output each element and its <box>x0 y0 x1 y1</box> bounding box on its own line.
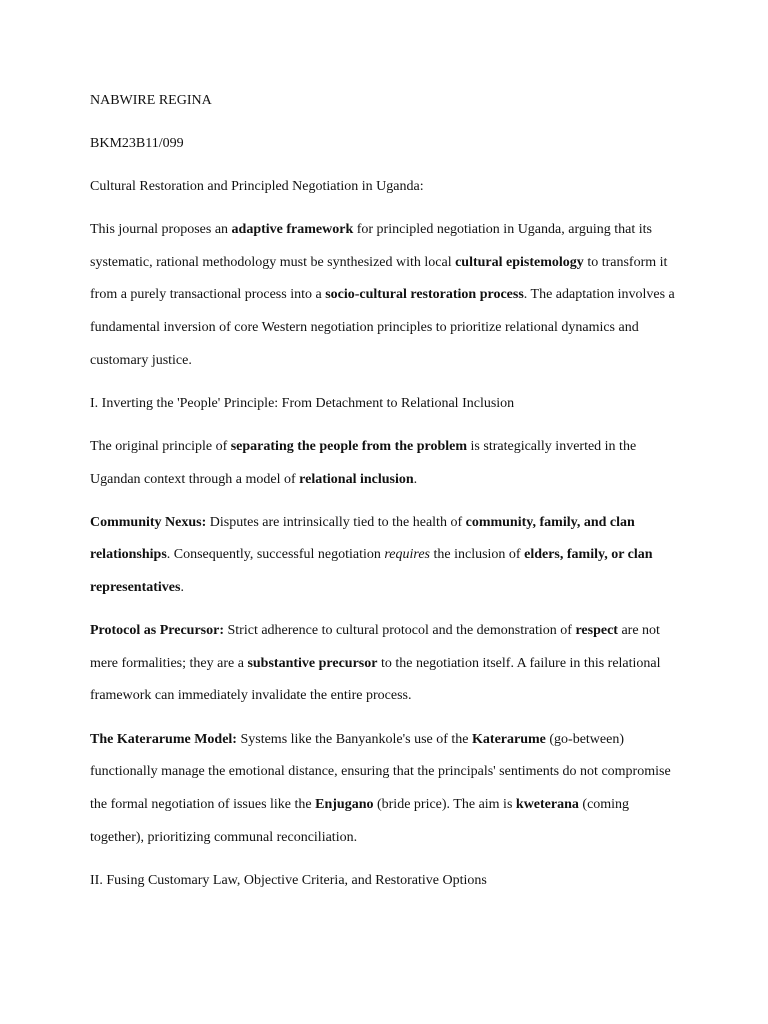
text-run: . The adaptation involves a <box>523 287 675 302</box>
student-id: BKM23B11/099 <box>90 136 184 151</box>
bold-term: relationships <box>90 547 167 562</box>
intro-line: customary justice. <box>90 353 192 368</box>
bold-term: elders, family, or clan <box>524 547 653 562</box>
bold-term: Protocol as Precursor: <box>90 623 224 638</box>
text-run: systematic, rational methodology must be synthesized with local <box>90 255 456 270</box>
intro-line <box>90 286 675 304</box>
text-run: are not <box>617 623 660 638</box>
text-run: (go-between) <box>545 732 625 747</box>
text-run: Disputes are intrinsically tied to the health of <box>206 515 466 530</box>
bold-term: adaptive framework <box>231 222 354 237</box>
text-run: Systems like the Banyankole's use of the <box>236 732 473 747</box>
paragraph-line <box>90 546 653 564</box>
text-run: Ugandan context through a model of <box>90 472 300 487</box>
text-run: Strict adherence to cultural protocol and the demonstration of <box>224 623 576 638</box>
text-run: mere formalities; they are a <box>90 656 248 671</box>
intro-line <box>90 254 667 272</box>
text-run: The original principle of <box>90 439 231 454</box>
text-run: This journal proposes an <box>90 222 232 237</box>
text-run: the inclusion of <box>430 547 525 562</box>
intro-line <box>90 221 652 239</box>
paragraph-line <box>90 622 660 640</box>
text-run: . <box>180 580 184 595</box>
paragraph-line <box>90 471 417 489</box>
text-run: . <box>413 472 418 487</box>
bold-term: respect <box>575 623 618 638</box>
section-2-heading: II. Fusing Customary Law, Objective Criteria, and Restorative Options <box>90 873 487 888</box>
text-run: from a purely transactional process into a <box>90 287 326 302</box>
paragraph-line <box>90 731 624 749</box>
author-name: NABWIRE REGINA <box>90 93 212 108</box>
paragraph-line <box>90 796 629 814</box>
paragraph-line <box>90 514 635 532</box>
paragraph-line: together), prioritizing communal reconciliation. <box>90 830 358 845</box>
text-run: . Consequently, successful negotiation <box>166 547 385 562</box>
text-run: the formal negotiation of issues like the <box>90 797 316 812</box>
paragraph-line <box>90 579 184 597</box>
bold-term: cultural epistemology <box>455 255 584 270</box>
bold-term: Community Nexus: <box>90 515 207 530</box>
bold-term: socio-cultural restoration process <box>325 287 524 302</box>
text-run: (coming <box>578 797 630 812</box>
paragraph-line <box>90 438 636 456</box>
bold-term: kweterana <box>515 797 579 812</box>
bold-term: representatives <box>90 580 181 595</box>
text-run: to the negotiation itself. A failure in this relational <box>377 656 661 671</box>
text-run: (bride price). The aim is <box>373 797 516 812</box>
italic-term: requires <box>384 547 430 562</box>
text-run: is strategically inverted in the <box>467 439 637 454</box>
paragraph-line: framework can immediately invalidate the entire process. <box>90 688 412 703</box>
bold-term: Katerarume <box>472 732 546 747</box>
intro-line: fundamental inversion of core Western negotiation principles to prioritize relational dynamics and <box>90 320 639 335</box>
document-title: Cultural Restoration and Principled Negotiation in Uganda: <box>90 179 424 194</box>
bold-term: separating the people from the problem <box>230 439 468 454</box>
paragraph-line <box>90 655 661 673</box>
section-1-heading: I. Inverting the 'People' Principle: From Detachment to Relational Inclusion <box>90 396 515 411</box>
bold-term: community, family, and clan <box>465 515 635 530</box>
bold-term: relational inclusion <box>299 472 414 487</box>
paragraph-line: functionally manage the emotional distance, ensuring that the principals' sentiments do not compromise <box>90 764 671 779</box>
bold-term: The Katerarume Model: <box>90 732 237 747</box>
text-run: to transform it <box>583 255 668 270</box>
bold-term: substantive precursor <box>247 656 378 671</box>
bold-term: Enjugano <box>315 797 374 812</box>
text-run: for principled negotiation in Uganda, arguing that its <box>353 222 652 237</box>
